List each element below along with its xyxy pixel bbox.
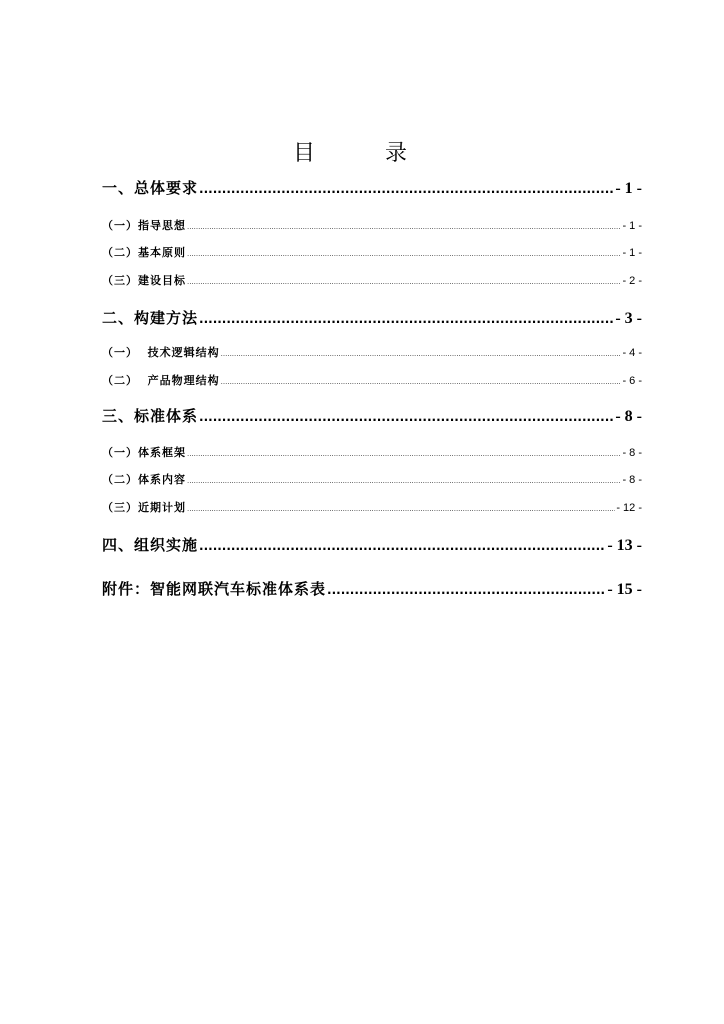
toc-entry-1-3[interactable] [102, 272, 642, 288]
toc-entry-page: - 6 - [622, 375, 642, 387]
dot-leader [199, 410, 614, 424]
toc-entry-label: 四、组织实施 [102, 536, 199, 554]
dot-leader [187, 277, 621, 286]
toc-entry-label: （一）指导思想 [102, 219, 186, 232]
toc-entry-label: 二、构建方法 [102, 309, 199, 327]
toc-entry-3[interactable] [102, 405, 642, 426]
toc-entry-1-2[interactable] [102, 244, 642, 260]
toc-entry-label: 三、标准体系 [102, 407, 199, 425]
toc-entry-label: 附件：智能网联汽车标准体系表 [102, 580, 327, 598]
toc-entry-4[interactable] [102, 534, 642, 555]
toc-entry-page: - 12 - [616, 502, 642, 514]
dot-leader [221, 349, 622, 358]
toc-entry-label: （二） 产品物理结构 [102, 374, 220, 387]
toc-entry-page: - 3 - [615, 310, 642, 327]
toc-entry-label: （一）体系框架 [102, 446, 186, 459]
toc-entry-label: （二）体系内容 [102, 473, 186, 486]
toc-entry-page: - 1 - [622, 247, 642, 259]
toc-entry-label: （三）建设目标 [102, 274, 186, 287]
toc-entry-page: - 4 - [622, 347, 642, 359]
toc-title: 目 录 [292, 141, 431, 166]
toc-entry-1-1[interactable] [102, 217, 642, 233]
toc-entry-page: - 8 - [615, 408, 642, 425]
toc-entry-page: - 2 - [622, 275, 642, 287]
toc-entry-page: - 13 - [607, 537, 642, 554]
toc-entry-2-2[interactable] [102, 372, 642, 388]
toc-entry-2[interactable] [102, 307, 642, 328]
toc-entry-3-1[interactable] [102, 444, 642, 460]
toc-entry-label: 一、总体要求 [102, 179, 199, 197]
toc-entry-label: （二）基本原则 [102, 246, 186, 259]
dot-leader [199, 312, 614, 326]
dot-leader [187, 222, 621, 231]
toc-entry-page: - 8 - [622, 447, 642, 459]
toc-entry-3-3[interactable] [102, 499, 642, 515]
toc-entry-label: （一） 技术逻辑结构 [102, 346, 220, 359]
toc-entry-appendix[interactable] [102, 578, 642, 599]
dot-leader [199, 539, 606, 553]
toc-entry-page: - 8 - [622, 474, 642, 486]
toc-entry-page: - 15 - [607, 581, 642, 598]
dot-leader [199, 182, 614, 196]
dot-leader [187, 476, 621, 485]
toc-entry-label: （三）近期计划 [102, 501, 186, 514]
dot-leader [187, 504, 615, 513]
toc-entry-page: - 1 - [622, 220, 642, 232]
toc-entry-page: - 1 - [615, 180, 642, 197]
dot-leader [187, 449, 621, 458]
dot-leader [187, 249, 621, 258]
toc-entry-1[interactable] [102, 177, 642, 198]
dot-leader [221, 377, 622, 386]
toc-entry-2-1[interactable] [102, 344, 642, 360]
dot-leader [327, 583, 606, 597]
toc-entry-3-2[interactable] [102, 471, 642, 487]
